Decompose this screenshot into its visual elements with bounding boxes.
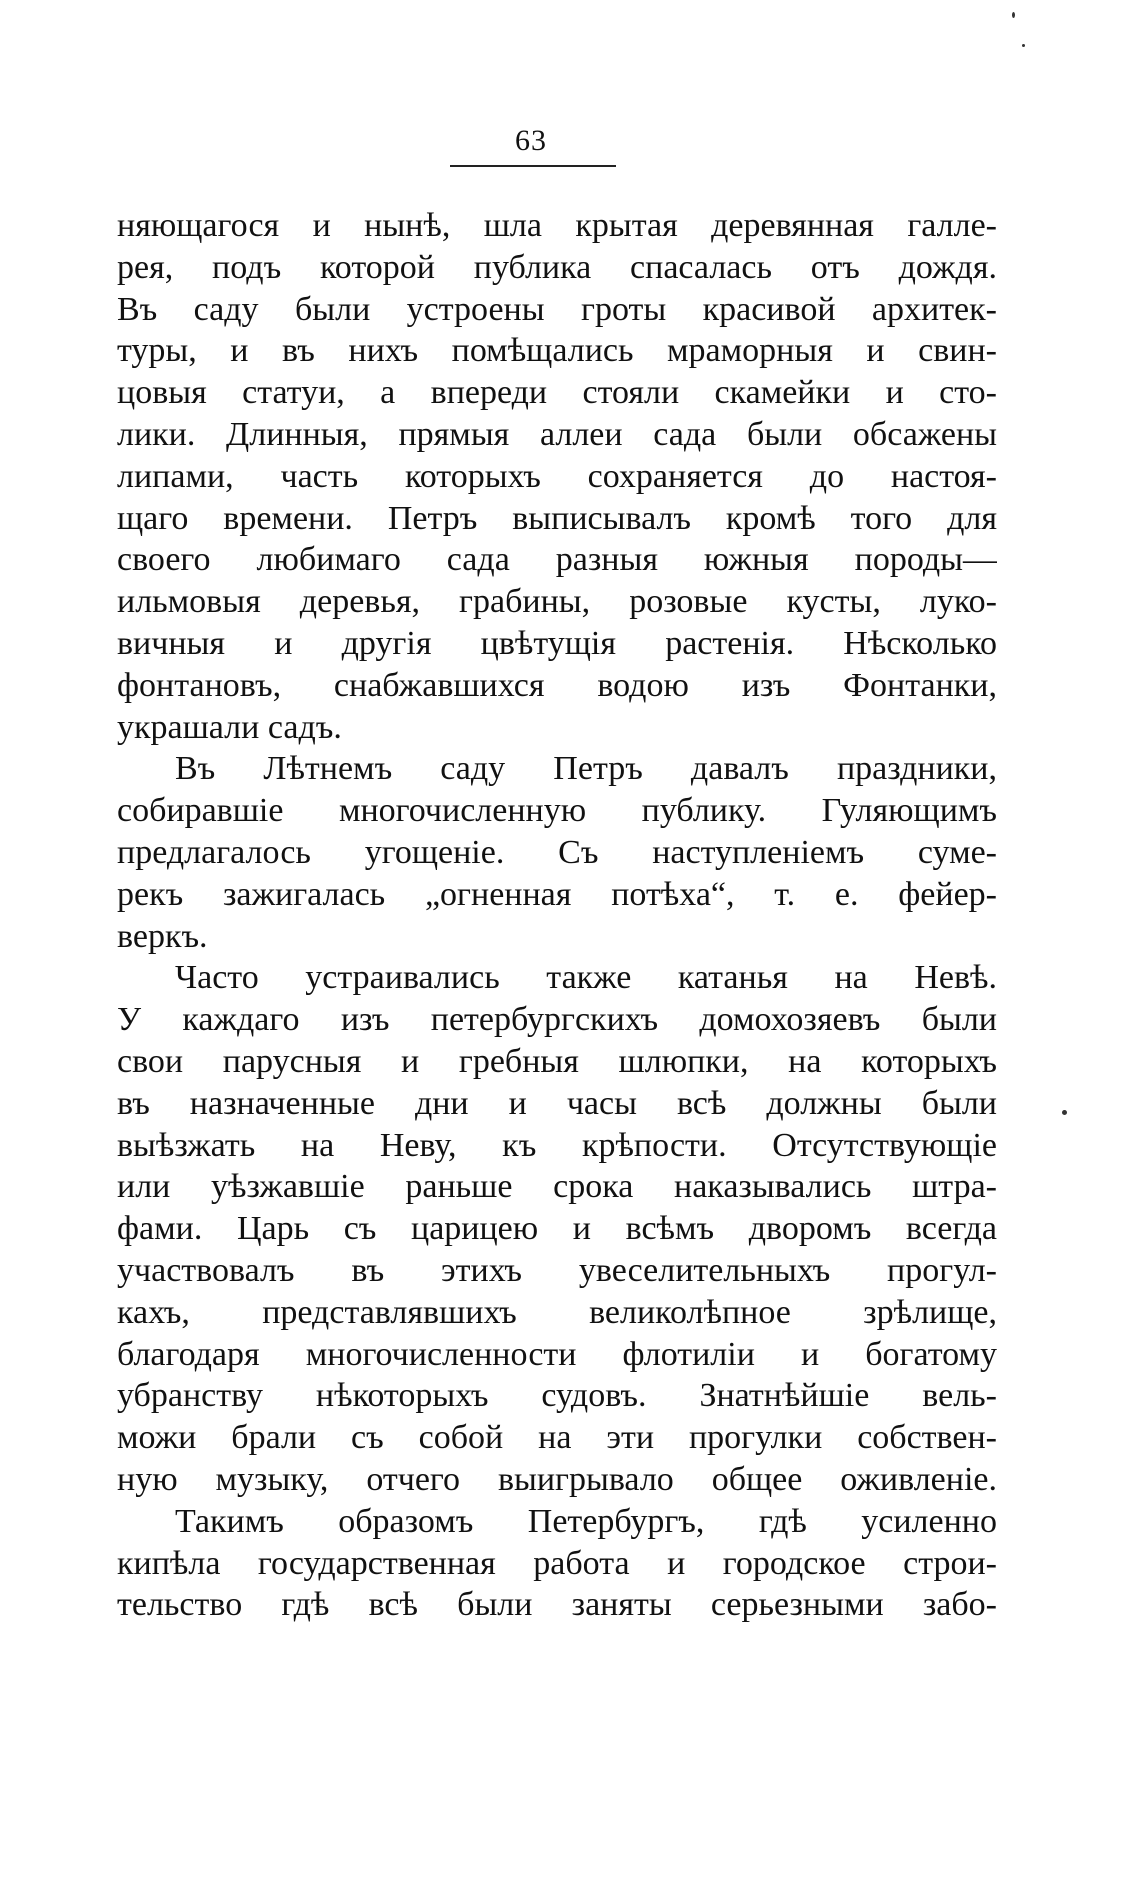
text-line: Въ Лѣтнемъ саду Петръ давалъ праздники,: [175, 750, 997, 788]
text-line: кипѣла государственная работа и городское строи-: [117, 1544, 997, 1582]
text-line: рея, подъ которой публика спасалась отъ дождя.: [117, 248, 997, 286]
text-line: Такимъ образомъ Петербургъ, гдѣ усиленно: [175, 1502, 997, 1540]
text-line: рекъ зажигалась „огненная потѣха“, т. е. фейер-: [117, 875, 997, 913]
text-line: ную музыку, отчего выигрывало общее оживленіе.: [117, 1460, 997, 1498]
text-line: щаго времени. Петръ выписывалъ кромѣ того для: [117, 499, 997, 537]
text-line: туры, и въ нихъ помѣщались мраморныя и свин-: [117, 332, 997, 370]
text-line: собиравшіе многочисленную публику. Гуляющимъ: [117, 792, 997, 830]
text-line: предлагалось угощеніе. Съ наступленіемъ суме-: [117, 833, 997, 871]
text-line: свои парусныя и гребныя шлюпки, на которыхъ: [117, 1042, 997, 1080]
text-line: липами, часть которыхъ сохраняется до настоя-: [117, 457, 997, 495]
text-line: убранству нѣкоторыхъ судовъ. Знатнѣйшіе вель-: [117, 1377, 997, 1415]
text-line: фонтановъ, снабжавшихся водою изъ Фонтанки,: [117, 666, 997, 704]
body-text: [117, 205, 997, 1626]
scan-speck: [1012, 12, 1015, 18]
text-line: лики. Длинныя, прямыя аллеи сада были обсажены: [117, 415, 997, 453]
text-line: ильмовыя деревья, грабины, розовые кусты, луко-: [117, 583, 997, 621]
text-line: благодаря многочисленности флотиліи и богатому: [117, 1335, 997, 1373]
page-number-rule: [450, 165, 616, 167]
scan-speck: [1022, 44, 1025, 47]
page-number: 63: [515, 124, 547, 157]
text-line: участвовалъ въ этихъ увеселительныхъ прогул-: [117, 1251, 997, 1289]
text-line: можи брали съ собой на эти прогулки собствен-: [117, 1419, 997, 1457]
text-line: Часто устраивались также катанья на Невѣ.: [175, 959, 997, 997]
text-line: У каждаго изъ петербургскихъ домохозяевъ были: [117, 1001, 997, 1039]
text-line: вичныя и другія цвѣтущія растенія. Нѣсколько: [117, 624, 997, 662]
text-line: или уѣзжавшіе раньше срока наказывались штра-: [117, 1168, 997, 1206]
text-line: Въ саду были устроены гроты красивой архитек-: [117, 290, 997, 328]
text-line: въ назначенные дни и часы всѣ должны были: [117, 1084, 997, 1122]
text-line: фами. Царь съ царицею и всѣмъ дворомъ всегда: [117, 1210, 997, 1248]
text-line: своего любимаго сада разныя южныя породы—: [117, 541, 997, 579]
text-line: веркъ.: [117, 917, 208, 955]
text-line: кахъ, представлявшихъ великолѣпное зрѣлище,: [117, 1293, 997, 1331]
text-line: украшали садъ.: [117, 708, 342, 746]
text-line: тельство гдѣ всѣ были заняты серьезными забо-: [117, 1586, 997, 1624]
text-line: выѣзжать на Неву, къ крѣпости. Отсутствующіе: [117, 1126, 997, 1164]
scan-speck: [1062, 1110, 1067, 1115]
text-line: няющагося и нынѣ, шла крытая деревянная галле-: [117, 207, 997, 244]
text-line: цовыя статуи, а впереди стояли скамейки и сто-: [117, 374, 997, 412]
